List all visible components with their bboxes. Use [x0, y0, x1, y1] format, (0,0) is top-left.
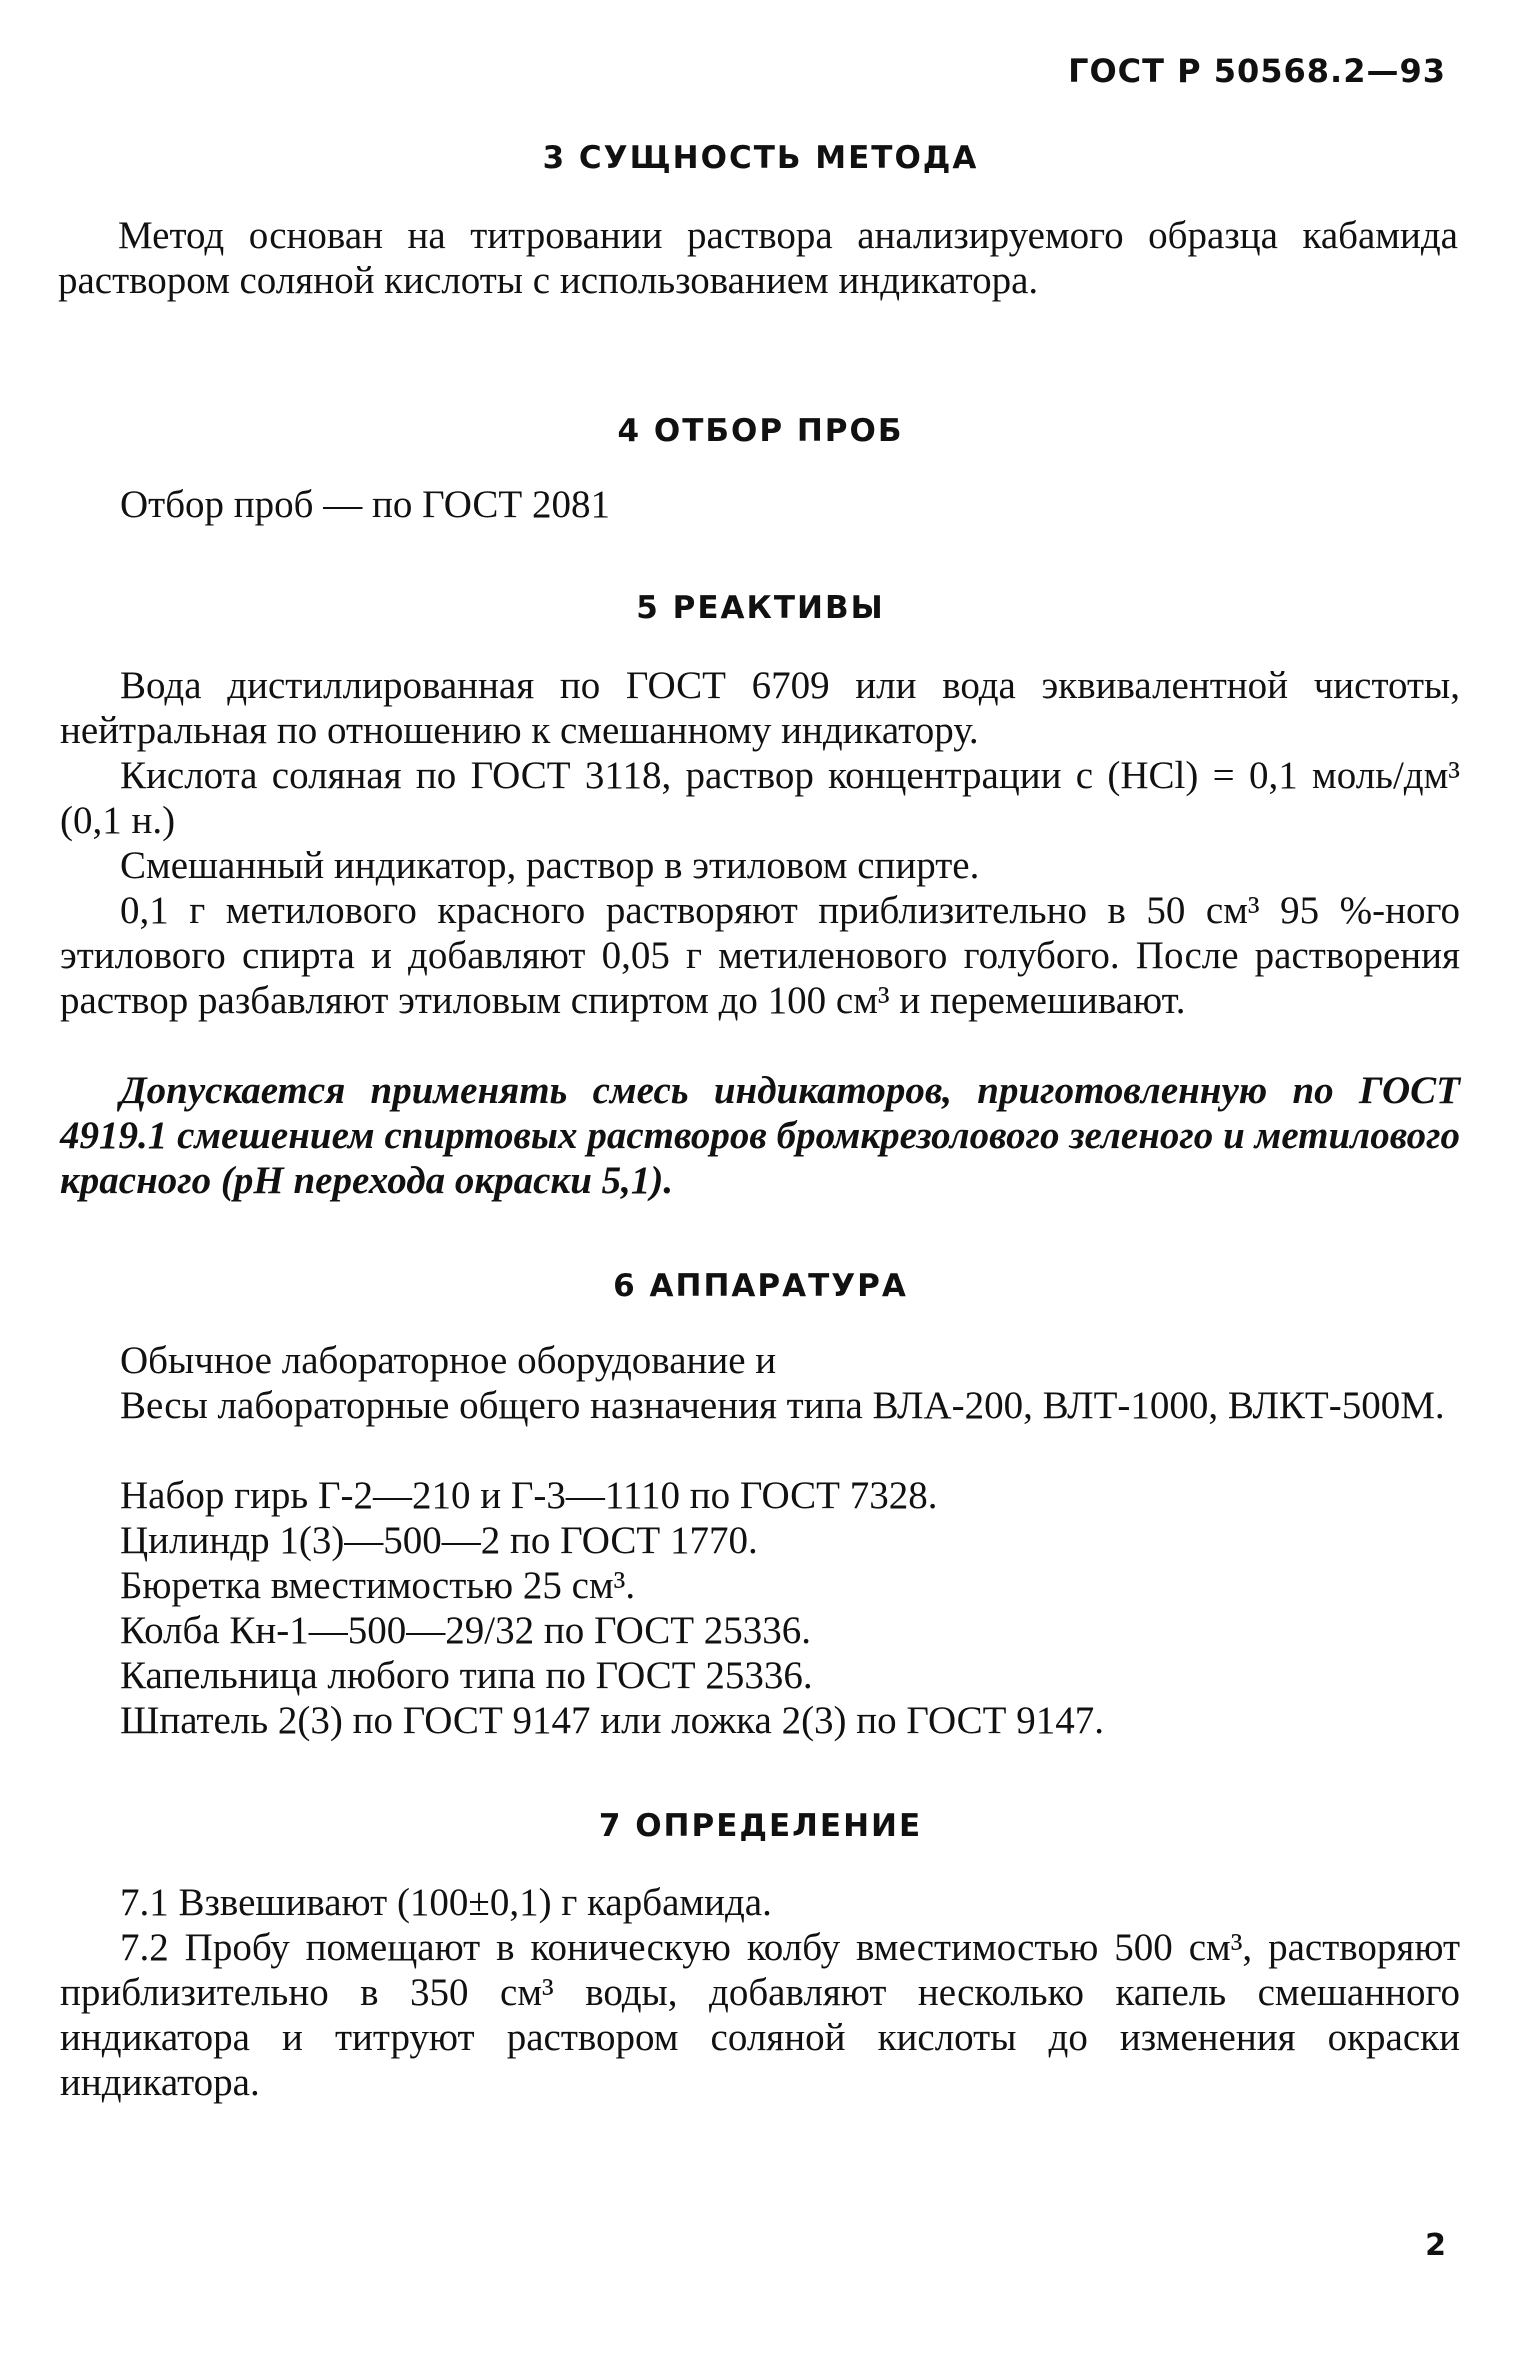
section-6-scales: Весы лабораторные общего назначения типа ВЛА-200, ВЛТ-1000, ВЛКТ-500М.: [120, 1384, 1445, 1427]
section-6-weights: Набор гирь Г-2—210 и Г-3—1110 по ГОСТ 7328.: [120, 1474, 938, 1517]
section-6-equipment: Обычное лабораторное оборудование и: [120, 1339, 777, 1382]
section-5-title: 5 РЕАКТИВЫ: [636, 590, 885, 626]
section-3-paragraph: Метод основан на титровании раствора анализируемого образца кабамида раствором соляной кислоты с использованием индикатора.: [58, 214, 1458, 302]
section-5-paragraph-allowed: Допускается применять смесь индикаторов, приготовленную по ГОСТ 4919.1 смешением спиртовых растворов бромкрезолового зеленого и метилового красного (рН перехода окраски 5,1).: [60, 1069, 1460, 1202]
section-5-paragraph-acid: Кислота соляная по ГОСТ 3118, раствор концентрации c (HCl) = 0,1 моль/дм³ (0,1 н.): [60, 754, 1460, 842]
section-6-dropper: Капельница любого типа по ГОСТ 25336.: [120, 1654, 813, 1697]
section-7-step-2: 7.2 Пробу помещают в коническую колбу вместимостью 500 см³, растворяют приблизительно в 350 см³ воды, добавляют несколько капель смешанного индикатора и титруют раствором соляной кислоты до изменения окраски индикатора.: [60, 1926, 1460, 2104]
section-6-spatula: Шпатель 2(3) по ГОСТ 9147 или ложка 2(3) по ГОСТ 9147.: [120, 1699, 1104, 1742]
section-5-paragraph-indicator: Смешанный индикатор, раствор в этиловом спирте.: [120, 844, 980, 887]
section-7-step-1: 7.1 Взвешивают (100±0,1) г карбамида.: [120, 1881, 772, 1924]
page-number: 2: [1425, 2228, 1446, 2263]
page-header: ГОСТ Р 50568.2—93: [1068, 52, 1446, 90]
section-6-title: 6 АППАРАТУРА: [613, 1268, 908, 1304]
section-5-paragraph-preparation: 0,1 г метилового красного растворяют приблизительно в 50 см³ 95 %-ного этилового спирта и добавляют 0,05 г метиленового голубого. После растворения раствор разбавляют этиловым спиртом до 100 см³ и перемешивают.: [60, 889, 1460, 1022]
section-7-title: 7 ОПРЕДЕЛЕНИЕ: [598, 1808, 923, 1844]
section-6-burette: Бюретка вместимостью 25 см³.: [120, 1564, 636, 1607]
section-4-title: 4 ОТБОР ПРОБ: [617, 413, 904, 449]
section-3-title: 3 СУЩНОСТЬ МЕТОДА: [542, 140, 979, 176]
section-6-flask: Колба Кн-1—500—29/32 по ГОСТ 25336.: [120, 1609, 812, 1652]
section-5-paragraph-water: Вода дистиллированная по ГОСТ 6709 или вода эквивалентной чистоты, нейтральная по отношению к смешанному индикатору.: [60, 664, 1460, 752]
section-4-paragraph: Отбор проб — по ГОСТ 2081: [120, 483, 610, 526]
section-6-cylinder: Цилиндр 1(3)—500—2 по ГОСТ 1770.: [120, 1519, 758, 1562]
